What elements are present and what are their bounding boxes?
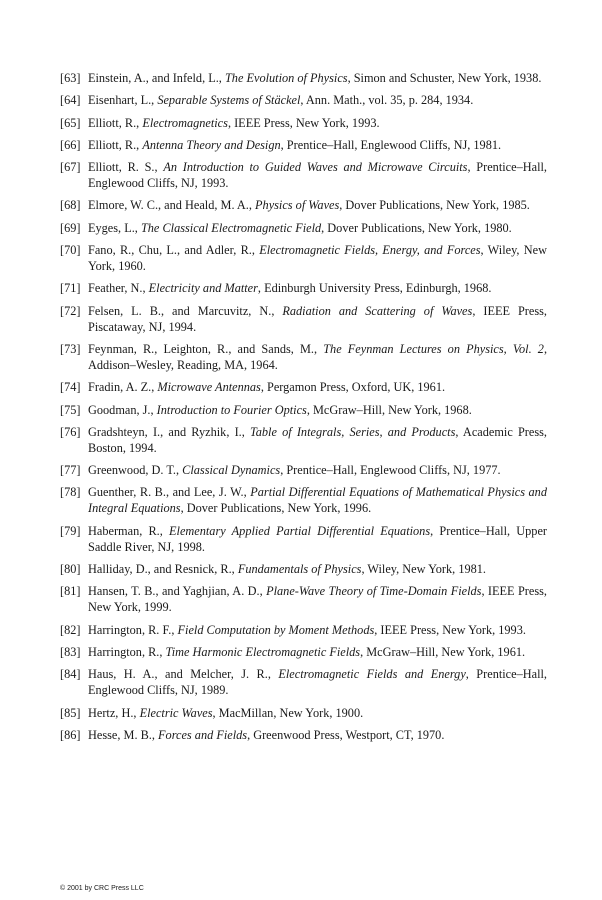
reference-text: [88, 303, 547, 335]
reference-number: [81]: [60, 584, 81, 599]
reference-title: Electricity and Matter: [148, 281, 258, 296]
reference-text: [88, 424, 547, 456]
reference-authors: Felsen, L. B., and Marcuvitz, N.,: [88, 303, 283, 318]
reference-item-77: [60, 462, 547, 478]
reference-item-86: [60, 727, 547, 743]
reference-title: Antenna Theory and Design: [142, 137, 281, 152]
reference-title: Forces and Fields: [158, 727, 248, 742]
reference-publisher: , Prentice–Hall, Englewood Cliffs, NJ, 1993.: [88, 160, 547, 191]
reference-text: [88, 70, 547, 86]
reference-authors: Haus, H. A., and Melcher, J. R.,: [88, 667, 279, 682]
reference-item-68: [60, 197, 547, 213]
reference-authors: Guenther, R. B., and Lee, J. W.,: [88, 485, 251, 500]
reference-publisher: , McGraw–Hill, New York, 1961.: [360, 644, 526, 659]
reference-text: [88, 705, 547, 721]
reference-publisher: , Greenwood Press, Westport, CT, 1970.: [247, 727, 445, 742]
reference-text: [88, 583, 547, 615]
reference-number: [85]: [60, 705, 81, 720]
reference-title: The Evolution of Physics: [224, 71, 348, 85]
reference-text: [88, 561, 547, 577]
reference-title: Classical Dynamics: [182, 463, 281, 478]
reference-text: [88, 379, 547, 395]
reference-item-84: [60, 666, 547, 698]
reference-text: [88, 115, 547, 131]
reference-number: [69]: [60, 220, 81, 235]
reference-authors: Fano, R., Chu, L., and Adler, R.,: [88, 243, 260, 258]
reference-title: The Classical Electromagnetic Field: [140, 220, 322, 235]
reference-number: [86]: [60, 727, 81, 742]
reference-item-73: [60, 341, 547, 373]
reference-publisher: , Prentice–Hall, Englewood Cliffs, NJ, 1989.: [88, 667, 547, 698]
reference-title: Electromagnetic Fields and Energy: [278, 667, 466, 682]
reference-text: [88, 92, 547, 108]
reference-item-66: [60, 137, 547, 153]
reference-text: [88, 523, 547, 555]
reference-text: [88, 137, 547, 153]
reference-title: Physics of Waves: [255, 198, 340, 213]
reference-title: Electric Waves: [139, 705, 213, 720]
reference-number: [65]: [60, 115, 81, 130]
reference-text: [88, 666, 547, 698]
reference-title: Partial Differential Equations of Mathematical Physics and Integral Equations: [88, 485, 547, 516]
reference-publisher: , Wiley, New York, 1960.: [88, 243, 547, 274]
reference-item-85: [60, 705, 547, 721]
reference-title: Radiation and Scattering of Waves: [282, 303, 473, 318]
reference-item-79: [60, 523, 547, 555]
reference-item-75: [60, 402, 547, 418]
reference-title: Elementary Applied Partial Differential Equations: [169, 523, 431, 538]
reference-publisher: , Prentice–Hall, Englewood Cliffs, NJ, 1981.: [280, 137, 502, 152]
reference-title: Microwave Antennas: [157, 380, 261, 395]
reference-text: [88, 341, 547, 373]
reference-authors: Fradin, A. Z.,: [88, 380, 158, 395]
reference-publisher: , IEEE Press, New York, 1993.: [374, 622, 526, 637]
reference-item-74: [60, 379, 547, 395]
reference-title: Electromagnetic Fields, Energy, and Forces: [259, 243, 481, 258]
reference-number: [68]: [60, 198, 81, 213]
reference-text: [88, 622, 547, 638]
reference-title: Time Harmonic Electromagnetic Fields: [165, 644, 361, 659]
reference-publisher: , Dover Publications, New York, 1985.: [339, 198, 530, 213]
reference-number: [77]: [60, 463, 81, 478]
reference-publisher: , IEEE Press, Piscataway, NJ, 1994.: [88, 303, 548, 334]
reference-authors: Elmore, W. C., and Heald, M. A.,: [88, 198, 256, 213]
reference-publisher: , Ann. Math., vol. 35, p. 284, 1934.: [300, 93, 474, 108]
reference-number: [82]: [60, 622, 81, 637]
reference-title: Field Computation by Moment Methods: [177, 622, 375, 637]
reference-authors: Eisenhart, L.,: [88, 93, 158, 108]
reference-title: Fundamentals of Physics: [237, 562, 362, 577]
reference-item-82: [60, 622, 547, 638]
reference-publisher: , IEEE Press, New York, 1993.: [227, 115, 380, 130]
reference-publisher: , McGraw–Hill, New York, 1968.: [306, 402, 472, 417]
reference-publisher: , IEEE Press, New York, 1999.: [88, 584, 548, 615]
reference-title: Table of Integrals, Series, and Products: [250, 424, 456, 439]
reference-publisher: , Simon and Schuster, New York, 1938.: [347, 71, 542, 85]
reference-authors: Feather, N.,: [88, 281, 149, 296]
reference-authors: Greenwood, D. T.,: [88, 463, 183, 478]
reference-authors: Harrington, R.,: [88, 644, 166, 659]
reference-publisher: , Academic Press, Boston, 1994.: [88, 424, 547, 455]
reference-text: [88, 402, 547, 418]
reference-publisher: , Addison–Wesley, Reading, MA, 1964.: [88, 341, 548, 372]
reference-publisher: , Pergamon Press, Oxford, UK, 1961.: [260, 380, 446, 395]
reference-item-78: [60, 484, 547, 516]
reference-number: [84]: [60, 667, 81, 682]
reference-item-63: [60, 70, 547, 86]
reference-title: Separable Systems of Stäckel: [157, 93, 301, 108]
reference-text: [88, 727, 547, 743]
reference-text: [88, 280, 547, 296]
reference-number: [72]: [60, 303, 81, 318]
reference-title: The Feynman Lectures on Physics, Vol. 2: [323, 341, 544, 356]
reference-item-76: [60, 424, 547, 456]
reference-list: [60, 70, 547, 749]
reference-authors: Elliott, R. S.,: [88, 160, 164, 175]
reference-title: Electromagnetics: [142, 115, 228, 130]
reference-item-83: [60, 644, 547, 660]
reference-authors: Harrington, R. F.,: [88, 622, 178, 637]
reference-text: [88, 462, 547, 478]
reference-number: [74]: [60, 380, 81, 395]
reference-title: An Introduction to Guided Waves and Microwave Circuits: [163, 160, 468, 175]
reference-authors: Feynman, R., Leighton, R., and Sands, M.,: [88, 341, 324, 356]
reference-number: [79]: [60, 523, 81, 538]
reference-authors: Eyges, L.,: [88, 220, 141, 235]
reference-publisher: , Edinburgh University Press, Edinburgh, 1968.: [257, 281, 492, 296]
reference-number: [70]: [60, 243, 81, 258]
reference-authors: Hansen, T. B., and Yaghjian, A. D.,: [88, 584, 267, 599]
reference-authors: Haberman, R.,: [88, 523, 170, 538]
reference-text: [88, 644, 547, 660]
reference-publisher: , Wiley, New York, 1981.: [361, 562, 486, 577]
reference-title: Plane-Wave Theory of Time-Domain Fields: [266, 584, 482, 599]
reference-item-72: [60, 303, 547, 335]
reference-number: [66]: [60, 137, 81, 152]
reference-authors: Hesse, M. B.,: [88, 727, 159, 742]
reference-text: [88, 159, 547, 191]
reference-text: [88, 220, 547, 236]
reference-item-71: [60, 280, 547, 296]
reference-authors: Einstein, A., and Infeld, L.,: [88, 71, 225, 85]
reference-number: [80]: [60, 562, 81, 577]
reference-number: [76]: [60, 424, 81, 439]
reference-title: Introduction to Fourier Optics: [156, 402, 307, 417]
reference-authors: Elliott, R.,: [88, 115, 143, 130]
reference-publisher: , Dover Publications, New York, 1996.: [180, 501, 372, 516]
reference-number: [83]: [60, 644, 81, 659]
reference-publisher: , Prentice–Hall, Upper Saddle River, NJ, 1998.: [88, 523, 547, 554]
reference-number: [78]: [60, 485, 81, 500]
reference-number: [73]: [60, 341, 81, 356]
reference-authors: Halliday, D., and Resnick, R.,: [88, 562, 238, 577]
reference-item-69: [60, 220, 547, 236]
reference-item-64: [60, 92, 547, 108]
reference-publisher: , MacMillan, New York, 1900.: [212, 705, 364, 720]
reference-authors: Goodman, J.,: [88, 402, 157, 417]
reference-text: [88, 242, 547, 274]
reference-item-70: [60, 242, 547, 274]
reference-item-65: [60, 115, 547, 131]
reference-number: [71]: [60, 281, 81, 296]
reference-number: [64]: [60, 93, 81, 108]
reference-item-81: [60, 583, 547, 615]
reference-publisher: , Dover Publications, New York, 1980.: [321, 220, 512, 235]
reference-authors: Elliott, R.,: [88, 137, 143, 152]
reference-number: [75]: [60, 402, 81, 417]
reference-number: [67]: [60, 160, 81, 175]
reference-item-67: [60, 159, 547, 191]
copyright-footer: © 2001 by CRC Press LLC: [60, 885, 144, 892]
reference-item-80: [60, 561, 547, 577]
reference-number: [63]: [60, 71, 81, 85]
reference-authors: Gradshteyn, I., and Ryzhik, I.,: [88, 424, 251, 439]
reference-text: [88, 197, 547, 213]
reference-text: [88, 484, 547, 516]
reference-authors: Hertz, H.,: [88, 705, 140, 720]
reference-publisher: , Prentice–Hall, Englewood Cliffs, NJ, 1977.: [280, 463, 501, 478]
